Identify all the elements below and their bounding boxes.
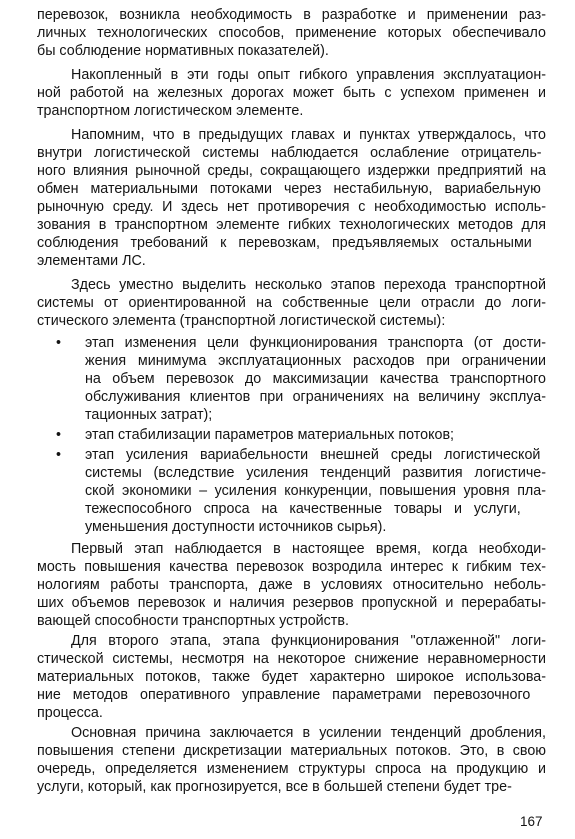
text-line: жения минимума эксплуатационных расходов при ограничении [85, 353, 546, 369]
text-line: на объем перевозок до максимизации качества транспортного [85, 371, 546, 387]
bullet-icon [56, 446, 61, 464]
text-line: вающей способности транспортных устройств. [37, 613, 349, 629]
text-line: тационных затрат); [85, 407, 213, 423]
text-line: Накопленный в эти годы опыт гибкого управления эксплуатацион- [71, 67, 546, 83]
text-line: обмен материальными потоками через нестабильную, вариабельную [37, 181, 541, 197]
text-line: обслуживания клиентов при ограничениях на величину эксплуа- [85, 389, 546, 405]
text-line: материальных потоков, также будет характерно широкое использова- [37, 669, 546, 685]
text-line: ской экономики – усиления конкуренции, повышения уровня пла- [85, 483, 546, 499]
text-line: ние методов оперативного управление параметрами перевозочного [37, 687, 531, 703]
text-line: Первый этап наблюдается в настоящее время, когда необходи- [71, 541, 546, 557]
text-line: зования в транспортном элементе гибких технологических методов для [37, 217, 546, 233]
text-line: системы от ориентированной на собственные цели отрасли до логи- [37, 295, 546, 311]
text-line: ного влияния рыночной среды, сокращающего издержки предприятий на [37, 163, 546, 179]
text-line: тежеспособного спроса на качественные товары и услуги, [85, 501, 521, 517]
text-line: стического элемента (транспортной логистической системы): [37, 313, 446, 329]
text-line: Основная причина заключается в усилении тенденций дробления, [71, 725, 546, 741]
text-line: стической системы, несмотря на некоторое снижение неравномерности [37, 651, 546, 667]
text-line: повышения степени дискретизации материальных потоков. Это, в свою [37, 743, 546, 759]
text-line: этап усиления вариабельности внешней среды логистической [85, 447, 541, 463]
text-line: процесса. [37, 705, 103, 721]
text-line: уменьшения доступности источников сырья). [85, 519, 387, 535]
page-number: 167 [520, 814, 543, 829]
text-line: ной работой на железных дорогах может быть с успехом применен и [37, 85, 546, 101]
text-line: этап стабилизации параметров материальных потоков; [85, 427, 455, 443]
text-line: соблюдения требований к перевозкам, предъявляемых остальными [37, 235, 532, 251]
text-line: рыночную среду. И здесь нет противоречия с необходимостью исполь- [37, 199, 546, 215]
text-line: перевозок, возникла необходимость в разработке и применении раз- [37, 7, 546, 23]
text-line: очередь, определяется изменением структуры спроса на продукцию и [37, 761, 546, 777]
text-line: транспортном логистическом элементе. [37, 103, 304, 119]
text-line: Для второго этапа, этапа функционирования "отлаженной" логи- [71, 633, 546, 649]
bullet-icon [56, 334, 61, 352]
text-line: Здесь уместно выделить несколько этапов перехода транспортной [71, 277, 546, 293]
text-line: внутри логистической системы наблюдается ослабление отрицатель- [37, 145, 542, 161]
text-line: нологиям работы транспорта, даже в условиях относительно неболь- [37, 577, 546, 593]
text-line: системы (вследствие усиления тенденций развития логистиче- [85, 465, 546, 481]
text-line: услуги, который, как прогнозируется, все в большей степени будет тре- [37, 779, 512, 795]
text-line: бы соблюдение нормативных показателей). [37, 43, 329, 59]
text-line: ших объемов перевозок и наличия резервов пропускной и перерабаты- [37, 595, 546, 611]
text-line: личных технологических способов, применение которых обеспечивало [37, 25, 546, 41]
text-line: мость повышения качества перевозок возродила интерес к гибким тех- [37, 559, 546, 575]
text-line: элементами ЛС. [37, 253, 146, 269]
text-line: Напомним, что в предыдущих главах и пунктах утверждалось, что [71, 127, 546, 143]
text-line: этап изменения цели функционирования транспорта (от дости- [85, 335, 546, 351]
bullet-icon [56, 426, 61, 444]
